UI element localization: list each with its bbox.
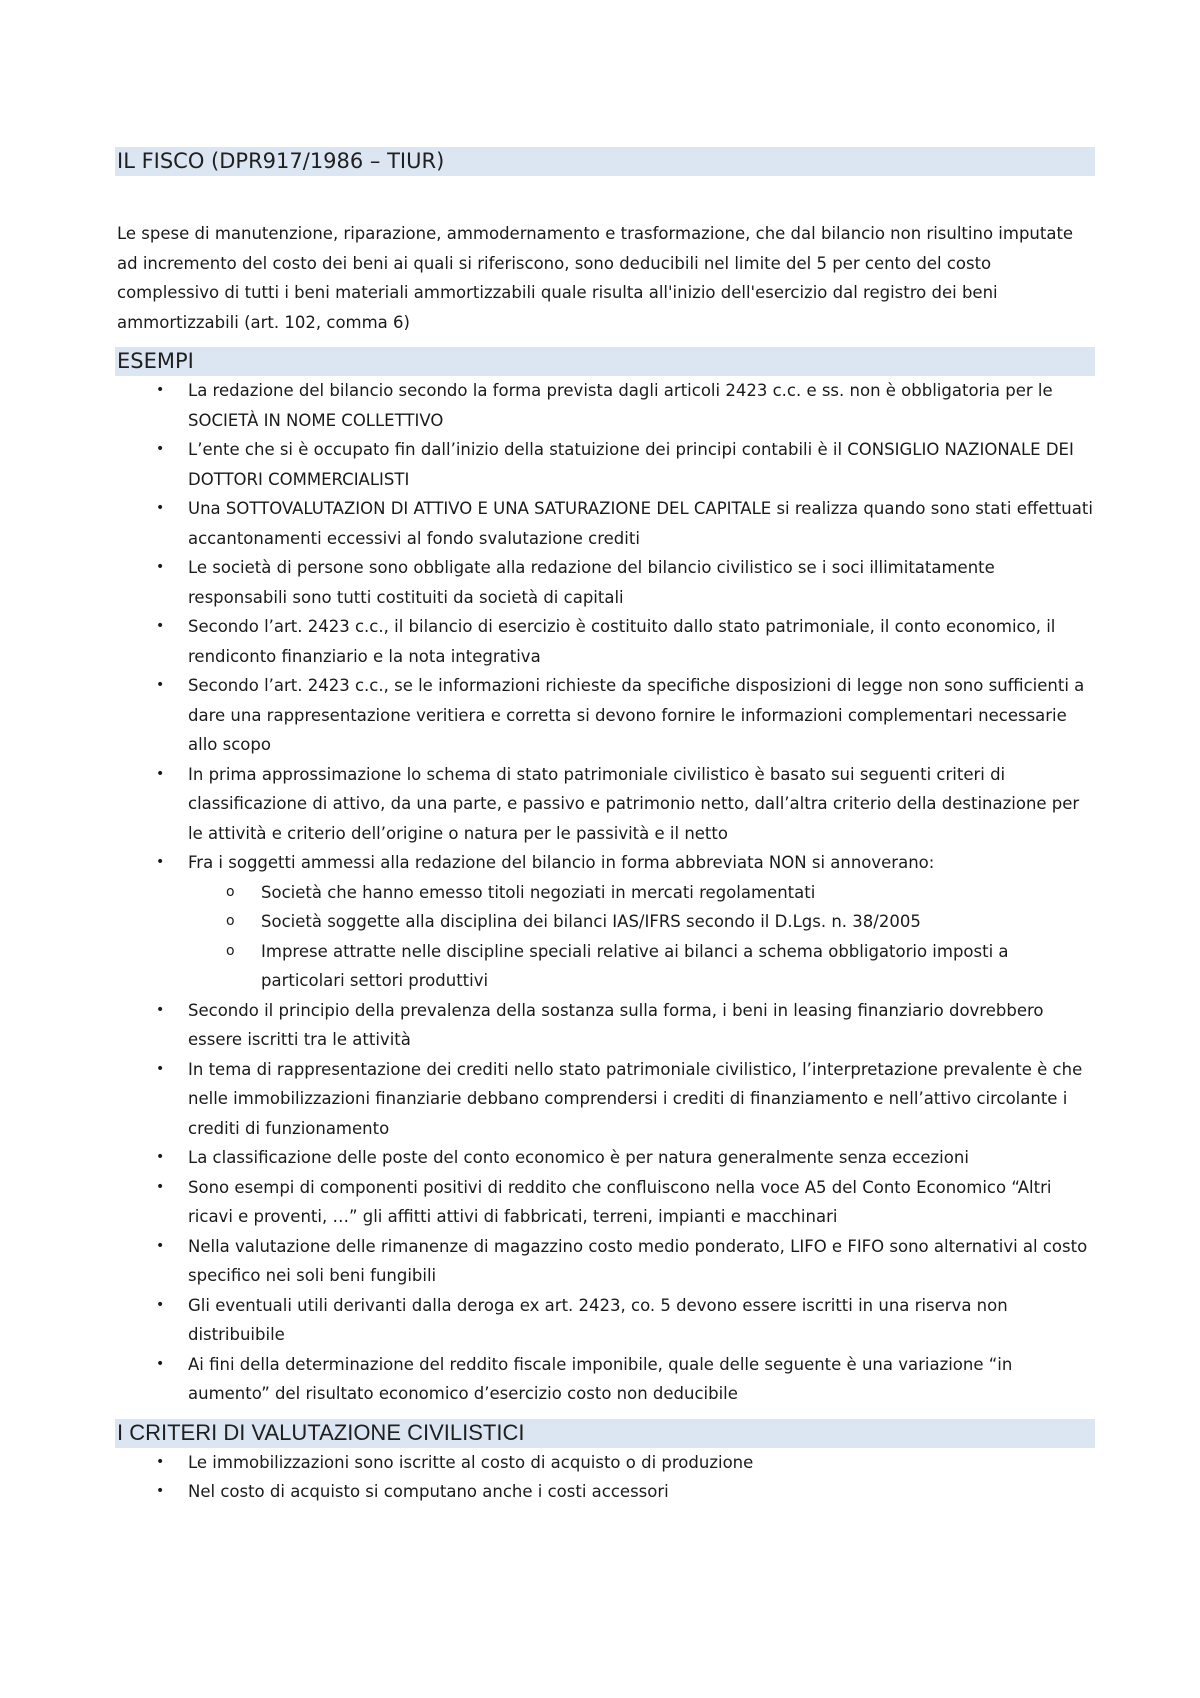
sub-bullet-icon: o xyxy=(226,913,235,929)
list-item xyxy=(115,1173,1095,1232)
bullet-icon: • xyxy=(156,1237,165,1254)
section-heading-esempi: ESEMPI xyxy=(115,347,1095,376)
list-item-text: La redazione del bilancio secondo la forma prevista dagli articoli 2423 c.c. e ss. non è obbligatoria per le SOCIETÀ IN NOME COLLETTIVO xyxy=(188,381,1053,430)
list-item xyxy=(115,435,1095,494)
list-item-text: Ai fini della determinazione del reddito fiscale imponibile, quale delle seguente è una variazione “in aumento” del risultato economico d’esercizio costo non deducibile xyxy=(188,1354,1013,1403)
bullet-icon: • xyxy=(156,618,165,634)
bullet-icon: • xyxy=(156,1453,165,1470)
list-item-text: Secondo l’art. 2423 c.c., se le informazioni richieste da specifiche disposizioni di legge non sono sufficienti a dare una rappresentazione veritiera e corretta si devono fornire le informazioni complementari necessarie allo scopo xyxy=(188,676,1085,754)
sub-list-item xyxy=(188,937,1095,996)
esempi-list xyxy=(115,376,1095,1409)
sub-list-item-text: Società soggette alla disciplina dei bilanci IAS/IFRS secondo il D.Lgs. n. 38/2005 xyxy=(261,912,921,931)
section-heading-criteri: I CRITERI DI VALUTAZIONE CIVILISTICI xyxy=(115,1419,1095,1448)
list-item xyxy=(115,1055,1095,1144)
list-item xyxy=(115,848,1095,996)
bullet-icon: • xyxy=(156,1149,165,1165)
bullet-icon: • xyxy=(156,765,165,782)
list-item xyxy=(115,1477,1095,1507)
document-page xyxy=(115,147,1095,1507)
bullet-icon: • xyxy=(156,441,165,457)
list-item-text: Una SOTTOVALUTAZION DI ATTIVO E UNA SATURAZIONE DEL CAPITALE si realizza quando sono stati effettuati accantonamenti eccessivi al fondo svalutazione crediti xyxy=(188,499,1093,548)
list-item xyxy=(115,553,1095,612)
list-item-text: Secondo il principio della prevalenza della sostanza sulla forma, i beni in leasing finanziario dovrebbero essere iscritti tra le attività xyxy=(188,1000,1044,1049)
list-item-text: Gli eventuali utili derivanti dalla deroga ex art. 2423, co. 5 devono essere iscritti in una riserva non distribuibile xyxy=(188,1295,1008,1344)
list-item xyxy=(115,760,1095,849)
list-item xyxy=(115,376,1095,435)
list-item-text: In prima approssimazione lo schema di stato patrimoniale civilistico è basato sui seguenti criteri di classificazione di attivo, da una parte, e passivo e patrimonio netto, dall’altra criterio della destinazione per le attività e criterio dell’origine o natura per le passività e il netto xyxy=(188,764,1080,843)
list-item xyxy=(115,996,1095,1055)
list-item xyxy=(115,1143,1095,1173)
list-item-text: Fra i soggetti ammessi alla redazione del bilancio in forma abbreviata NON si annoverano: xyxy=(188,853,935,872)
bullet-icon: • xyxy=(156,1001,165,1018)
list-item-text: Sono esempi di componenti positivi di reddito che confluiscono nella voce A5 del Conto Economico “Altri ricavi e proventi, …” gli affitti attivi di fabbricati, terreni, impianti e macchinari xyxy=(188,1177,1052,1226)
list-item-text: Nel costo di acquisto si computano anche i costi accessori xyxy=(188,1482,669,1501)
list-item-text: In tema di rappresentazione dei crediti nello stato patrimoniale civilistico, l’interpretazione prevalente è che nelle immobilizzazioni finanziarie debbano comprendersi i crediti di finanziamento e nell’attivo circolante i crediti di funzionamento xyxy=(188,1059,1083,1138)
list-item xyxy=(115,1291,1095,1350)
sub-list-item-text: Imprese attratte nelle discipline speciali relative ai bilanci a schema obbligatorio imposti a particolari settori produttivi xyxy=(261,941,1009,990)
list-item-text: Le immobilizzazioni sono iscritte al costo di acquisto o di produzione xyxy=(188,1452,754,1472)
list-item xyxy=(115,671,1095,760)
list-item-text: L’ente che si è occupato fin dall’inizio della statuizione dei principi contabili è il CONSIGLIO NAZIONALE DEI DOTTORI COMMERCIALISTI xyxy=(188,440,1074,489)
bullet-icon: • xyxy=(156,500,165,516)
bullet-icon: • xyxy=(156,1483,165,1499)
list-item xyxy=(115,612,1095,671)
list-item xyxy=(115,1232,1095,1291)
bullet-icon: • xyxy=(156,854,165,870)
list-item-text: Nella valutazione delle rimanenze di magazzino costo medio ponderato, LIFO e FIFO sono alternativi al costo specifico nei soli beni fungibili xyxy=(188,1236,1088,1285)
list-item-text: Secondo l’art. 2423 c.c., il bilancio di esercizio è costituito dallo stato patrimoniale, il conto economico, il rendiconto finanziario e la nota integrativa xyxy=(188,617,1056,666)
sub-bullet-icon: o xyxy=(226,883,235,900)
sub-list-item xyxy=(188,907,1095,937)
bullet-icon: • xyxy=(156,559,165,575)
sub-list xyxy=(188,878,1095,996)
bullet-icon: • xyxy=(156,1355,165,1372)
list-item-text: La classificazione delle poste del conto economico è per natura generalmente senza eccezioni xyxy=(188,1148,969,1167)
paragraph-fisco: Le spese di manutenzione, riparazione, ammodernamento e trasformazione, che dal bilancio non risultino imputate ad incremento del costo dei beni ai quali si riferiscono, sono deducibili nel limite del 5 per cento del costo complessivo di tutti i beni materiali ammortizzabili quale risulta all'inizio dell'esercizio dal registro dei beni ammortizzabili (art. 102, comma 6) xyxy=(117,224,1074,332)
bullet-icon: • xyxy=(156,677,165,693)
bullet-icon: • xyxy=(156,1060,165,1077)
sub-list-item-text: Società che hanno emesso titoli negoziati in mercati regolamentati xyxy=(261,882,816,902)
list-item-text: Le società di persone sono obbligate alla redazione del bilancio civilistico se i soci illimitatamente responsabili sono tutti costituiti da società di capitali xyxy=(188,558,995,607)
sub-list-item xyxy=(188,878,1095,908)
sub-bullet-icon: o xyxy=(226,942,235,959)
list-item xyxy=(115,494,1095,553)
bullet-icon: • xyxy=(156,382,165,398)
bullet-icon: • xyxy=(156,1178,165,1195)
list-item xyxy=(115,1448,1095,1478)
bullet-icon: • xyxy=(156,1296,165,1313)
list-item xyxy=(115,1350,1095,1409)
criteri-list xyxy=(115,1448,1095,1507)
section-heading-fisco: IL FISCO (DPR917/1986 – TIUR) xyxy=(115,147,1095,176)
